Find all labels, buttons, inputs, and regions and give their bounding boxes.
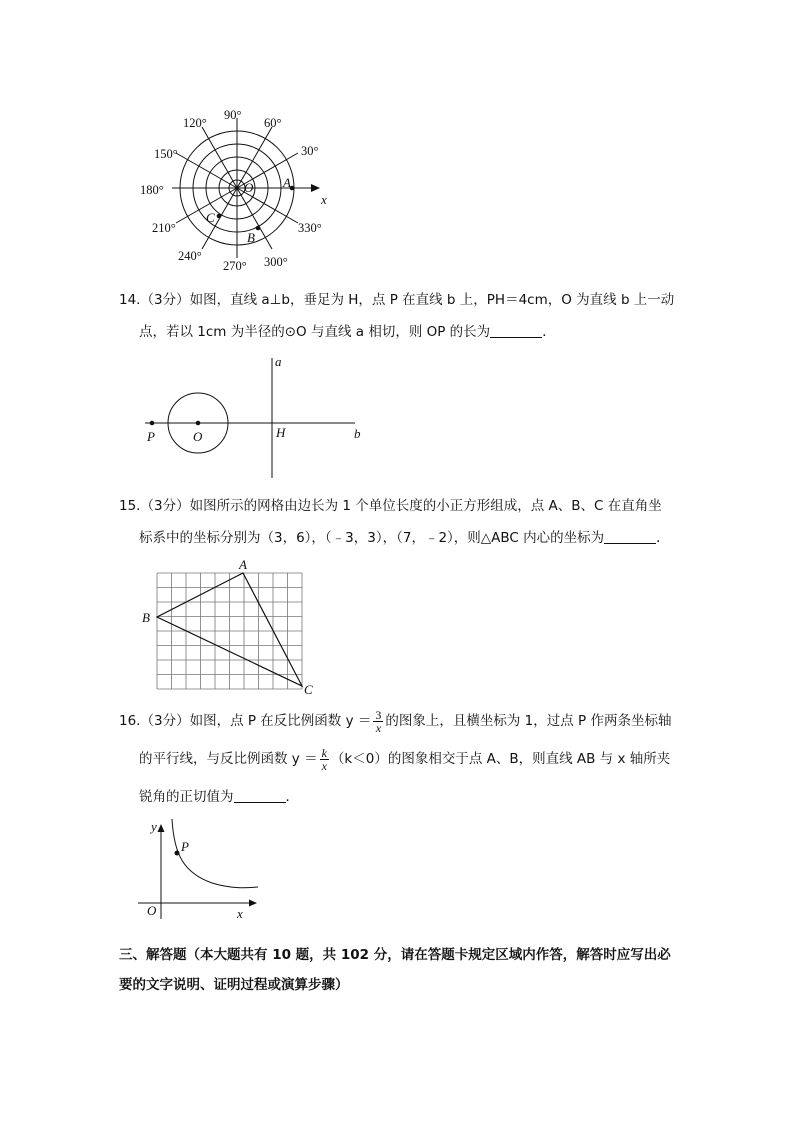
period: ． [656, 530, 670, 546]
angle-label: 210° [152, 221, 176, 235]
point-c-label: C [206, 210, 215, 225]
label-c: C [304, 682, 313, 697]
label-x: x [237, 906, 243, 921]
q16-figure [134, 815, 274, 925]
label-h: H [276, 425, 286, 440]
label-o: O [193, 429, 203, 444]
answer-blank[interactable] [604, 529, 656, 544]
label-a: a [275, 354, 282, 369]
angle-label: 270° [223, 259, 247, 273]
angle-label: 300° [264, 255, 288, 269]
question-text: 如图，点 P 在反比例函数 y ＝ [189, 713, 372, 729]
polar-axis-arrow [311, 184, 320, 192]
origin-label: O [244, 180, 254, 195]
angle-label: 90° [224, 108, 242, 122]
angle-label: 330° [298, 221, 322, 235]
point-b-label: B [247, 230, 255, 245]
point-p-dot [175, 851, 180, 856]
period: ． [285, 789, 299, 805]
x-axis-arrow [249, 900, 257, 907]
question-text: 点，若以 1cm 为半径的⊙O 与直线 a 相切，则 OP 的长为 [139, 324, 491, 340]
point-a-label: A [283, 175, 291, 190]
point-c-dot [217, 214, 222, 219]
label-o: O [147, 903, 157, 918]
angle-label: 150° [154, 147, 178, 161]
angle-label: 60° [264, 116, 282, 130]
question-text: 如图所示的网格由边长为 1 个单位长度的小正方形组成，点 A、B、C 在直角坐 [189, 498, 662, 514]
question-score: （3分） [140, 713, 190, 729]
polar-figure [130, 100, 350, 280]
question-16 [119, 702, 679, 816]
question-text: 的平行线，与反比例函数 y ＝ [139, 751, 318, 767]
question-text: 的图象上，且横坐标为 1，过点 P 作两条坐标轴 [385, 713, 672, 729]
label-p: P [147, 429, 155, 444]
answer-blank[interactable] [234, 788, 286, 803]
point-o-dot [196, 421, 201, 426]
question-number: 15. [119, 498, 141, 514]
label-a: A [239, 557, 247, 572]
section-text: 要的文字说明、证明过程或演算步骤） [119, 977, 349, 993]
label-b: B [142, 610, 150, 625]
question-score: （3分） [140, 498, 190, 514]
label-p: P [181, 839, 189, 854]
question-text: 如图，直线 a⊥b，垂足为 H，点 P 在直线 b 上，PH＝4cm，O 为直线 b 上一动 [189, 292, 675, 308]
q14-figure [140, 352, 380, 482]
angle-label: 180° [140, 183, 164, 197]
fraction-3-over-x: $\frac{3}{x}$ [375, 707, 382, 735]
question-14 [119, 284, 679, 348]
question-text: 锐角的正切值为 [139, 789, 234, 805]
q15-grid-figure [136, 556, 326, 698]
question-15 [119, 490, 679, 554]
angle-label: 120° [183, 116, 207, 130]
fraction-k-over-x: $\frac{k}{x}$ [321, 745, 327, 773]
point-p-dot [150, 421, 155, 426]
section-text: 三、解答题（本大题共有 10 题，共 102 分，请在答题卡规定区域内作答，解答时应写出必 [119, 947, 671, 963]
question-text: 标系中的坐标分别为（3，6），（﹣3，3），（7，﹣2），则△ABC 内心的坐标为 [139, 530, 605, 546]
question-score: （3分） [140, 292, 190, 308]
answer-blank[interactable] [490, 323, 542, 338]
axis-label: x [321, 192, 327, 207]
section-3-heading [119, 940, 679, 1000]
label-y: y [151, 819, 157, 834]
question-number: 14. [119, 292, 141, 308]
y-axis-arrow [158, 824, 165, 832]
angle-label: 30° [301, 144, 319, 158]
question-number: 16. [119, 713, 141, 729]
period: ． [542, 324, 556, 340]
point-b-dot [256, 226, 261, 231]
question-text: （k＜0）的图象相交于点 A、B，则直线 AB 与 x 轴所夹 [330, 751, 671, 767]
angle-label: 240° [178, 249, 202, 263]
label-b: b [354, 426, 361, 441]
